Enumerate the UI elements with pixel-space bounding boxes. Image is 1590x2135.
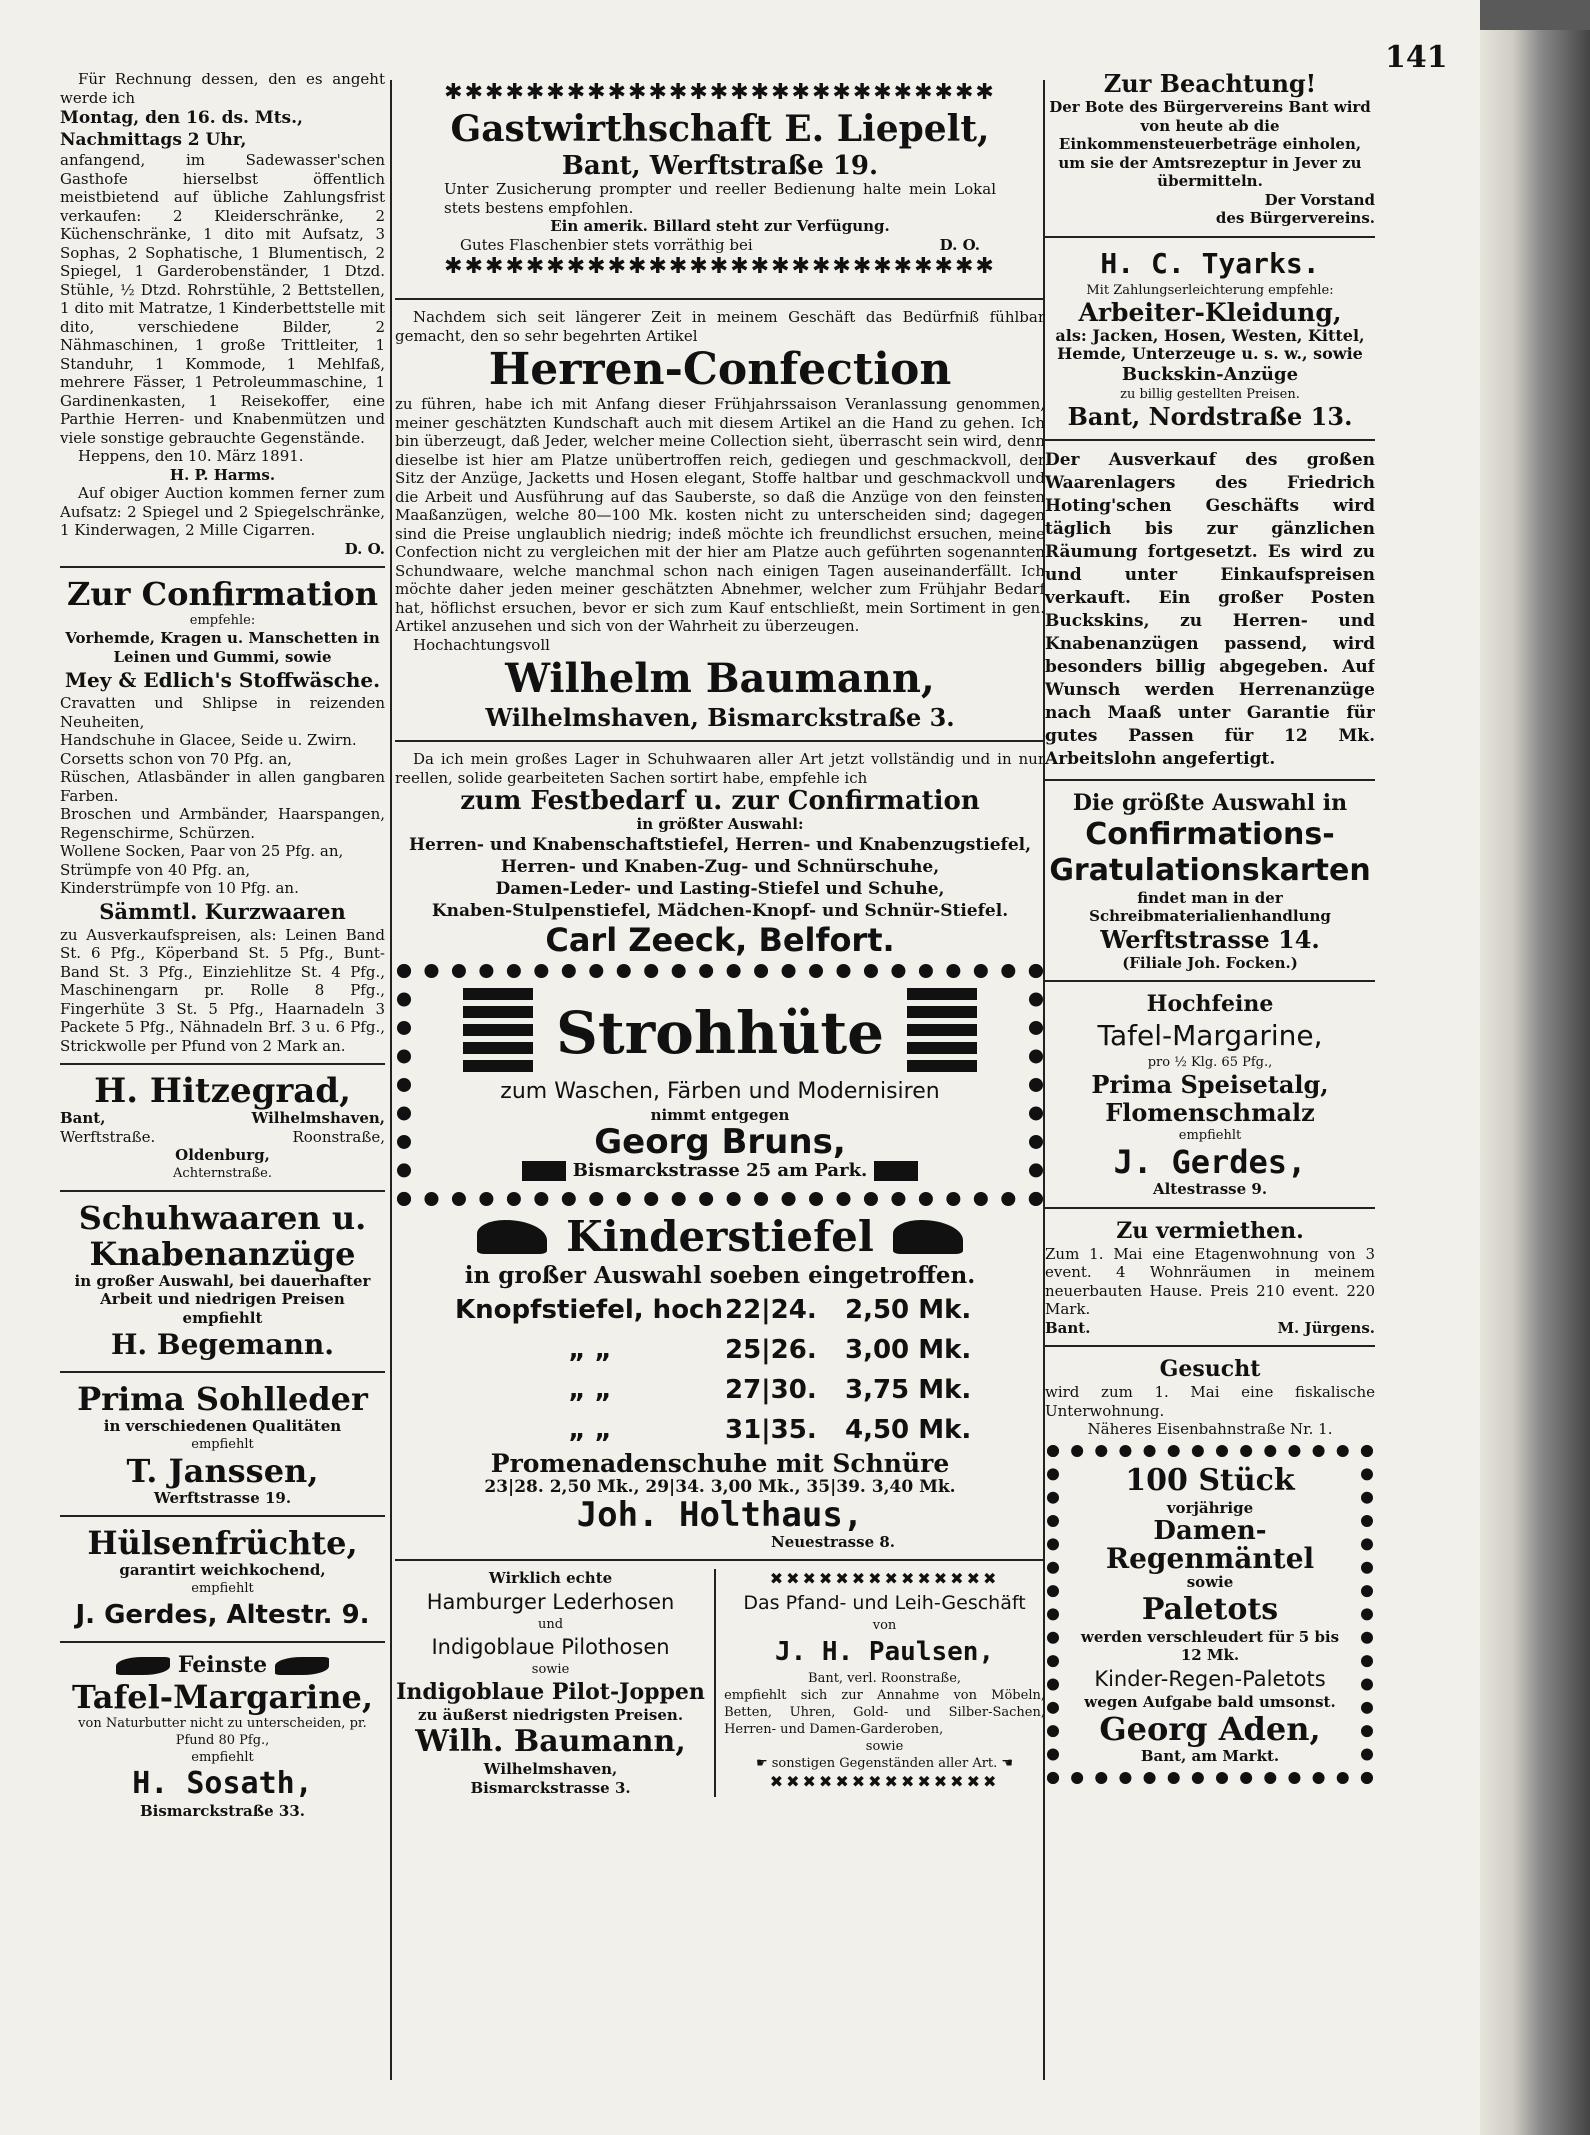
stroh-title: Strohhüte — [555, 998, 885, 1067]
hand-icon: ☛ — [755, 1756, 768, 1771]
tafel-title: Tafel-Margarine, — [72, 1677, 373, 1716]
divider — [1045, 439, 1375, 441]
leder-3: und — [537, 1616, 564, 1632]
stroh-header — [427, 988, 1013, 1078]
conf-line: empfehle: — [189, 613, 256, 628]
verm-text: Zum 1. Mai eine Etagenwohnung von 3 event. 4 Wohnräumen in meinem neuerbauten Hause. Preis 210 event. 220 Mark. — [1045, 1244, 1375, 1318]
aden-6: Paletots — [1141, 1591, 1279, 1627]
stripes-icon — [463, 988, 533, 1078]
bar-icon — [874, 1161, 918, 1181]
price-label: „ „ — [568, 1335, 612, 1365]
zeeck-name: Carl Zeeck, Belfort. — [545, 920, 895, 959]
beacht-title: Zur Beachtung! — [1103, 70, 1317, 98]
boot-icon — [893, 1220, 963, 1254]
huelsen-text: garantirt weichkochend, — [119, 1561, 326, 1579]
gerdes-ad-right — [1045, 990, 1375, 1199]
confirmation-ad — [60, 576, 385, 1055]
gerdes-ad-left — [60, 1525, 385, 1633]
aden-5: sowie — [1186, 1573, 1234, 1591]
kurz-text: zu Ausverkaufspreisen, als: Leinen Band St. 6 Pfg., Köperband St. 5 Pfg., Bunt-Band St. 3 Pfg., Einziehlitze St. 4 Pfg., Maschinengarn pr. Rolle 8 Pfg., Fingerhüte 3 St. 5 Pfg., Haarnadeln 3 Packete 5 Pfg., Nähnadeln Brf. 3 u. 6 Pfg., Strickwolle per Pfund von 2 Mark an. — [60, 925, 385, 1055]
tafel-emp: empfiehlt — [191, 1749, 254, 1765]
hitz-bant: Bant, — [60, 1109, 106, 1127]
huelsen-title: Hülsenfrüchte, — [87, 1524, 358, 1562]
liepelt-addr: Bant, Werftstraße 19. — [561, 151, 879, 181]
janssen-ad — [60, 1381, 385, 1507]
ausverkauf-text: Der Ausverkauf des großen Waarenlagers des Friedrich Hoting'schen Geschäfts wird täglich bis zur gänzlichen Räumung fortgesetzt. Es wird zu und unter Einkaufspreisen verkauft. Ein großer Posten Buckskins, zu Herren- und Knabenanzügen passend, wird besonders billig abgegeben. Auf Wunsch werden Herrenanzüge nach Maaß unter Garantie für gutes Passen für 12 Mk. Arbeitslohn angefertigt. — [1045, 449, 1375, 769]
pfand-name: J. H. Paulsen, — [774, 1637, 995, 1667]
ges-text: wird zum 1. Mai eine fiskalische Unterwohnung. — [1045, 1383, 1375, 1420]
pfand-1: Das Pfand- und Leih-Geschäft — [743, 1592, 1026, 1614]
marg-6: empfiehlt — [1178, 1128, 1242, 1143]
divider — [1045, 236, 1375, 238]
price-size: 31|35. — [725, 1415, 817, 1445]
sohl-title: Prima Sohlleder — [77, 1380, 368, 1418]
vermiethen-ad — [1045, 1217, 1375, 1338]
aden-ad — [1047, 1445, 1373, 1784]
holthaus-addr: Neuestrasse 8. — [770, 1532, 895, 1551]
aden-addr: Bant, am Markt. — [1140, 1747, 1280, 1765]
conf-title: Zur Confirmation — [67, 575, 378, 613]
verm-sign: M. Jürgens. — [1277, 1318, 1375, 1337]
page-number: 141 — [1385, 40, 1448, 75]
conf-line: Kinderstrümpfe von 10 Pfg. an. — [60, 879, 299, 897]
price-row — [395, 1290, 1045, 1330]
leder-4: Indigoblaue Pilothosen — [431, 1634, 670, 1659]
auction-sign: H. P. Harms. — [169, 465, 276, 484]
hitz-row — [60, 1128, 385, 1147]
janssen-addr: Werftstrasse 19. — [153, 1488, 292, 1507]
zeeck-intro: Da ich mein großes Lager in Schuhwaaren aller Art jetzt vollständig und in nur reellen, solide gearbeiteten Sachen sortirt habe, empfehle ich — [395, 750, 1045, 787]
liepelt-title: Gastwirthschaft E. Liepelt, — [450, 108, 990, 150]
price-row — [395, 1410, 1045, 1450]
hitz-row — [60, 1109, 385, 1128]
strohhuete-ad — [397, 964, 1043, 1207]
liepelt-billard: Ein amerik. Billard steht zur Verfügung. — [550, 217, 890, 235]
divider — [60, 1515, 385, 1517]
column-rule — [390, 80, 392, 2080]
gesucht-ad — [1045, 1355, 1375, 1439]
stroh-name: Georg Bruns, — [594, 1122, 846, 1162]
divider — [1045, 1207, 1375, 1209]
liepelt-row — [420, 236, 1020, 255]
hitz-old: Oldenburg, — [175, 1146, 270, 1164]
price-label: „ „ — [568, 1375, 612, 1405]
stroh-take: nimmt entgegen — [650, 1105, 790, 1124]
zeeck-sub: in größter Auswahl: — [636, 815, 804, 833]
liepelt-bier: Gutes Flaschenbier stets vorräthig bei — [460, 235, 753, 254]
star-border-bottom: ✱✱✱✱✱✱✱✱✱✱✱✱✱✱✱✱✱✱✱✱✱✱✱✱✱✱✱ — [444, 254, 996, 279]
pfand-sowie: sowie — [865, 1739, 904, 1754]
divider — [1045, 1345, 1375, 1347]
price-label: „ „ — [568, 1415, 612, 1445]
schuh-title-2: Knabenanzüge — [89, 1234, 356, 1273]
aden-1: 100 Stück — [1125, 1462, 1295, 1498]
zeeck-line: Knaben-Stulpenstiefel, Mädchen-Knopf- und Schnür-Stiefel. — [431, 900, 1009, 921]
divider — [60, 1190, 385, 1192]
aden-2: vorjährige — [1166, 1498, 1254, 1517]
baumann-title: Wilhelm Baumann, — [505, 655, 935, 702]
bottom-ads — [395, 1569, 1045, 1797]
gerdes-right-addr: Altestrasse 9. — [1152, 1180, 1268, 1198]
price-size: 22|24. — [725, 1295, 817, 1325]
herren-ad — [395, 308, 1045, 732]
bar-icon — [522, 1161, 566, 1181]
aden-name: Georg Aden, — [1099, 1710, 1321, 1748]
auction-text: anfangend, im Sadewasser'schen Gasthofe hierselbst öffentlich meistbietend auf übliche Zahlungsfrist verkaufen: 2 Kleiderschränke, 2 Küchenschränke, 1 dito mit Aufsatz, 3 Sophas, 2 Sophatische, 1 Blumentisch, 2 Spiegel, 1 Garderobenständer, 1 Dtzd. Stühle, ½ Dtzd. Rohrstühle, 2 Bettstellen, 1 dito mit Matratze, 1 Kinderbettstelle mit dito, verschiedene Bilder, 2 Nähmaschinen, 1 große Trittleiter, 1 Standuhr, 1 Kommode, 1 Mehlfaß, mehrere Fässer, 1 Petroleummaschine, 1 Gardinenkasten, 1 Reisekoffer, eine Parthie Herren- und Knabenmützen und viele sonstige gebrauchte Gegenstände. — [60, 151, 385, 447]
hoting-ad — [1045, 449, 1375, 771]
hitz-whv: Wilhelmshaven, — [251, 1109, 385, 1127]
conf-line: Corsetts schon von 70 Pfg. an, — [60, 749, 292, 768]
tyarks-addr: Bant, Nordstraße 13. — [1067, 401, 1353, 431]
price-value: 3,00 Mk. — [845, 1335, 972, 1365]
karten-addr: Werftstrasse 14. — [1100, 924, 1320, 954]
conf-line: Vorhemde, Kragen u. Manschetten in Leinen und Gummi, sowie — [65, 629, 380, 666]
column-middle — [395, 70, 1045, 2110]
holthaus-name: Joh. Holthaus, — [576, 1494, 864, 1535]
marg-4: Prima Speisetalg, — [1091, 1070, 1329, 1099]
auction-more: Auf obiger Auction kommen ferner zum Aufsatz: 2 Spiegel und 2 Spiegelschränke, 1 Kinderwagen, 2 Mille Cigarren. — [60, 484, 385, 539]
pfand-end-line — [724, 1755, 1045, 1772]
sohl-emp: empfiehlt — [191, 1436, 254, 1452]
column-left — [60, 70, 385, 2110]
paulsen-ad — [716, 1569, 1045, 1797]
begemann-name: H. Begemann. — [110, 1328, 335, 1361]
leder-name: Wilh. Baumann, — [415, 1724, 686, 1759]
marg-3: pro ½ Klg. 65 Pfg., — [1147, 1055, 1273, 1070]
tyarks-title: Arbeiter-Kleidung, — [1078, 297, 1342, 327]
stroh-sub: zum Waschen, Färben und Modernisiren — [500, 1078, 940, 1104]
zeeck-line: Herren- und Knabenschaftstiefel, Herren- und Knabenzugstiefel, — [408, 834, 1032, 855]
kinder-header — [395, 1212, 1045, 1262]
beachtung-ad — [1045, 70, 1375, 228]
beacht-sign2: des Bürgervereins. — [1215, 209, 1375, 227]
hitz-werft: Werftstraße. — [60, 1127, 156, 1146]
conf-line: Handschuhe in Glacee, Seide u. Zwirn. — [60, 731, 357, 749]
aden-3: Damen- — [1153, 1516, 1267, 1546]
beacht-sign1: Der Vorstand — [1264, 190, 1375, 209]
zeeck-line: Herren- und Knaben-Zug- und Schnürschuhe, — [500, 856, 940, 877]
divider — [60, 1371, 385, 1373]
tafel-text: von Naturbutter nicht zu unterscheiden, pr. Pfund 80 Pfg., — [78, 1715, 367, 1748]
sosath-ad — [60, 1651, 385, 1821]
zeeck-title: zum Festbedarf u. zur Confirmation — [460, 786, 980, 816]
verm-title: Zu vermiethen. — [1116, 1217, 1304, 1244]
herren-intro: Nachdem sich seit längerer Zeit in meinem Geschäft das Bedürfniß fühlbar gemacht, den so sehr begehrten Artikel — [395, 308, 1045, 345]
aden-9: wegen Aufgabe bald umsonst. — [1084, 1692, 1336, 1711]
marg-2: Tafel-Margarine, — [1097, 1019, 1323, 1052]
divider — [1045, 980, 1375, 982]
karten-1: Die größte Auswahl in — [1072, 789, 1348, 816]
auction-ad — [60, 70, 385, 558]
prom-title: Promenadenschuhe mit Schnüre — [490, 1449, 950, 1478]
price-label: Knopfstiefel, hoch — [455, 1295, 723, 1325]
price-value: 3,75 Mk. — [845, 1375, 972, 1405]
schuh-title-1: Schuhwaaren u. — [78, 1198, 367, 1237]
boot-icon — [477, 1220, 547, 1254]
pfand-2: von — [872, 1618, 897, 1633]
cross-border-top: ✖✖✖✖✖✖✖✖✖✖✖✖✖✖ — [769, 1569, 1000, 1588]
prom-prices: 23|28. 2,50 Mk., 29|34. 3,00 Mk., 35|39. 3,40 Mk. — [484, 1477, 956, 1497]
price-size: 27|30. — [725, 1375, 817, 1405]
herren-title: Herren-Confection — [488, 344, 952, 395]
marg-5: Flomenschmalz — [1105, 1098, 1315, 1127]
stripes-icon — [907, 988, 977, 1078]
leder-1: Wirklich echte — [488, 1569, 613, 1587]
divider — [395, 298, 1045, 300]
lederhosen-ad — [395, 1569, 716, 1797]
verm-row — [1045, 1319, 1375, 1338]
leder-addr: Bismarckstrasse 3. — [470, 1778, 631, 1797]
feinste-text: Feinste — [177, 1651, 268, 1678]
herren-sign: Hochachtungsvoll — [413, 635, 550, 654]
divider — [60, 1063, 385, 1065]
sosath-name: H. Sosath, — [132, 1765, 313, 1801]
beacht-text: Der Bote des Bürgervereins Bant wird von heute ab die Einkommensteuerbeträge einholen, um sie der Amtsrezeptur in Jever zu übermitteln. — [1049, 98, 1371, 190]
hitz-achtern: Achternstraße. — [173, 1165, 272, 1181]
gerdes-right-name: J. Gerdes, — [1113, 1143, 1307, 1181]
schuh-text: in großer Auswahl, bei dauerhafter Arbeit und niedrigen Preisen empfiehlt — [74, 1271, 371, 1327]
price-value: 2,50 Mk. — [845, 1295, 972, 1325]
conf-line: Cravatten und Shlipse in reizenden Neuheiten, — [60, 694, 385, 731]
huelsen-emp: empfiehlt — [191, 1580, 254, 1596]
pfand-addr: Bant, verl. Roonstraße, — [808, 1671, 962, 1686]
leder-2: Hamburger Lederhosen — [426, 1589, 675, 1614]
conf-line: Strümpfe von 40 Pfg. an, — [60, 860, 251, 879]
tyarks-buck: Buckskin-Anzüge — [1121, 363, 1299, 385]
divider — [395, 1559, 1045, 1561]
kurz-title: Sämmtl. Kurzwaaren — [99, 898, 346, 924]
begemann-ad — [60, 1200, 385, 1364]
auction-do: D. O. — [344, 539, 385, 558]
conf-line: Broschen und Armbänder, Haarspangen, Regenschirme, Schürzen. — [60, 805, 385, 842]
hitzegrad-name: H. Hitzegrad, — [94, 1071, 351, 1111]
sosath-addr: Bismarckstraße 33. — [139, 1801, 306, 1820]
conf-line: Rüschen, Atlasbänder in allen gangbaren Farben. — [60, 768, 385, 805]
zeeck-line: Damen-Leder- und Lasting-Stiefel und Schuhe, — [495, 878, 945, 899]
kinder-sub: in großer Auswahl soeben eingetroffen. — [464, 1262, 976, 1289]
pointing-hand-icon — [275, 1657, 329, 1675]
cross-border-bottom: ✖✖✖✖✖✖✖✖✖✖✖✖✖✖ — [769, 1772, 1000, 1791]
divider — [60, 566, 385, 568]
pfand-end: sonstigen Gegenständen aller Art. — [771, 1756, 998, 1771]
leder-city: Wilhelmshaven, — [483, 1760, 618, 1778]
tyarks-price: zu billig gestellten Preisen. — [1120, 386, 1300, 402]
verm-place: Bant. — [1045, 1318, 1091, 1337]
leder-5: sowie — [531, 1661, 570, 1677]
ges-title: Gesucht — [1159, 1356, 1261, 1382]
aden-4: Regenmäntel — [1105, 1542, 1315, 1575]
hitzegrad-ad — [60, 1073, 385, 1182]
ges-addr: Näheres Eisenbahnstraße Nr. 1. — [1087, 1420, 1333, 1438]
karten-2: Confirmations- — [1085, 816, 1335, 852]
zeeck-ad — [395, 750, 1045, 958]
marg-1: Hochfeine — [1146, 991, 1274, 1017]
karten-3: Gratulationskarten — [1049, 852, 1371, 888]
tyarks-ad — [1045, 246, 1375, 431]
liepelt-ad — [400, 70, 1040, 290]
leder-7: zu äußerst niedrigsten Preisen. — [418, 1705, 684, 1724]
sohl-text: in verschiedenen Qualitäten — [103, 1417, 342, 1435]
price-row — [395, 1370, 1045, 1410]
kinder-title: Kinderstiefel — [566, 1212, 874, 1261]
column-right — [1045, 70, 1375, 2110]
gerdes-left-name: J. Gerdes, Altestr. 9. — [75, 1599, 370, 1630]
divider — [60, 1641, 385, 1643]
janssen-name: T. Janssen, — [126, 1451, 319, 1490]
price-size: 25|26. — [725, 1335, 817, 1365]
holthaus-ad — [395, 1212, 1045, 1551]
stroh-addr: Bismarckstrasse 25 am Park. — [572, 1160, 868, 1181]
price-value: 4,50 Mk. — [845, 1415, 972, 1445]
tyarks-name: H. C. Tyarks. — [1100, 246, 1320, 280]
divider — [395, 740, 1045, 742]
leder-6: Indigoblaue Pilot-Joppen — [396, 1678, 705, 1705]
tyarks-text: als: Jacken, Hosen, Westen, Kittel, Hemde, Unterzeuge u. s. w., sowie — [1055, 325, 1365, 363]
star-border-top: ✱✱✱✱✱✱✱✱✱✱✱✱✱✱✱✱✱✱✱✱✱✱✱✱✱✱✱ — [444, 80, 996, 105]
conf-line: Mey & Edlich's Stoffwäsche. — [64, 668, 381, 692]
aden-8: Kinder-Regen-Paletots — [1094, 1666, 1326, 1691]
karten-fil: (Filiale Joh. Focken.) — [1122, 953, 1298, 972]
feinste-line — [60, 1651, 385, 1679]
liepelt-text: Unter Zusicherung prompter und reeller Bedienung halte mein Lokal stets bestens empfohlen. — [444, 180, 996, 217]
auction-intro: Für Rechnung dessen, den es angeht werde ich — [60, 70, 385, 107]
divider — [1045, 779, 1375, 781]
karten-ad — [1045, 789, 1375, 973]
hand-icon: ☚ — [1001, 1756, 1014, 1771]
pfand-text: empfiehlt sich zur Annahme von Möbeln, Betten, Uhren, Gold- und Silber-Sachen, Herren- und Damen-Garderoben, — [724, 1688, 1045, 1737]
price-row — [395, 1330, 1045, 1370]
conf-line: Wollene Socken, Paar von 25 Pfg. an, — [60, 842, 344, 860]
herren-text: zu führen, habe ich mit Anfang dieser Frühjahrssaison Veranlassung genommen, meiner geschätzten Kundschaft auch mit diesem Artikel an die Hand zu gehen. Ich bin überzeugt, daß Jeder, welcher meine Collection sieht, überrascht sein wird, denn dieselbe ist hier am Platze unübertroffen reich, gediegen und geschmackvoll, der Sitz der Anzüge, Jacketts und Hosen elegant, Stoffe haltbar und geschmackvoll und die Arbeit und Ausführung auf das Sauberste, so daß die Anzüge von den feinsten Maaßanzügen, welche 80—100 Mk. kosten nicht zu unterscheiden sind; dagegen sind die Preise unglaublich niedrig; indeß möchte ich freundlichst ersuchen, meine Confection nicht zu vergleichen mit der hier am Platze auch geführten sogenannten Schundwaare, welche manchmal schon nach einigen Tagen auseinanderfällt. Ich möchte daher jeden meiner geschätzten Abnehmer, welcher zum Frühjahr Bedarf hat, höflichst ersuchen, bevor er sich zum Kauf entschließt, mein Sortiment in gen. Artikel anzusehen und sich von der Wahrheit zu überzeugen. — [395, 395, 1045, 635]
baumann-addr: Wilhelmshaven, Bismarckstraße 3. — [485, 703, 955, 732]
aden-7: werden verschleudert für 5 bis 12 Mk. — [1080, 1627, 1340, 1664]
pointing-hand-icon — [116, 1657, 170, 1675]
auction-place: Heppens, den 10. März 1891. — [78, 447, 304, 465]
karten-4: findet man in der Schreibmaterialienhandlung — [1089, 888, 1331, 925]
liepelt-do: D. O. — [939, 235, 980, 254]
page-edge — [1480, 30, 1590, 2135]
stroh-addr-line — [427, 1160, 1013, 1182]
hitz-roon: Roonstraße, — [292, 1127, 385, 1146]
auction-date: Montag, den 16. ds. Mts., Nachmittags 2 Uhr, — [60, 108, 303, 150]
tyarks-sub: Mit Zahlungserleichterung empfehle: — [1086, 282, 1334, 298]
